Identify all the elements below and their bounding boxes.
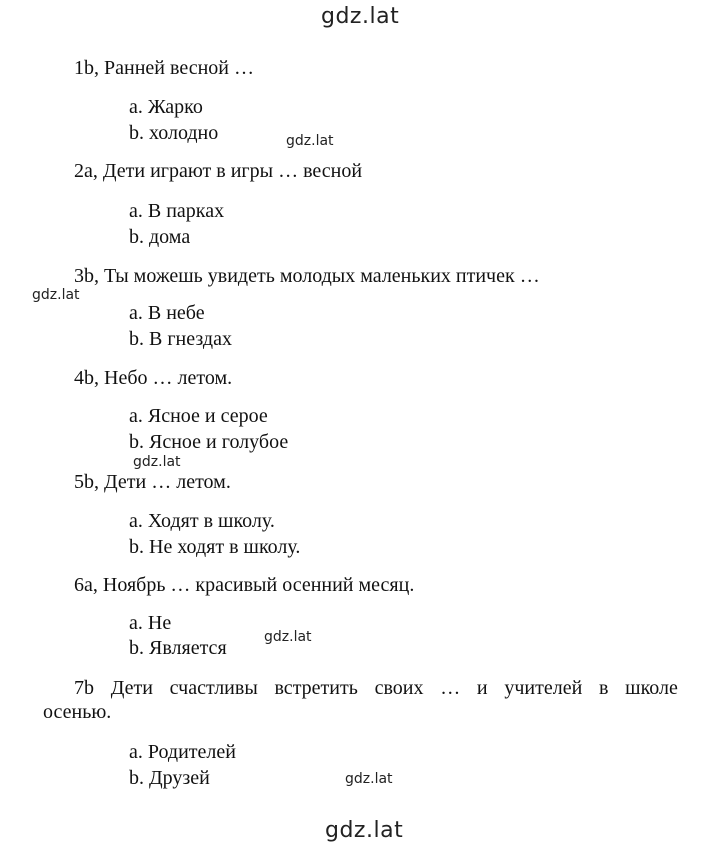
option-b: b. Является: [129, 637, 227, 659]
option-b: b. Друзей: [129, 767, 210, 789]
word: в: [599, 677, 609, 699]
word: встретить: [274, 677, 358, 699]
option-b: b. холодно: [129, 122, 219, 144]
question-6: 6a, Ноябрь … красивый осенний месяц.: [74, 574, 415, 596]
watermark: gdz.lat: [345, 771, 393, 787]
word: Дети: [110, 677, 153, 699]
option-a: a. Ясное и серое: [129, 405, 268, 427]
option-b: b. В гнездах: [129, 328, 232, 350]
word: учителей: [504, 677, 583, 699]
question-3: 3b, Ты можешь увидеть молодых маленьких птичек …: [74, 265, 540, 287]
option-a: a. В небе: [129, 302, 205, 324]
watermark: gdz.lat: [32, 287, 80, 303]
watermark: gdz.lat: [286, 133, 334, 149]
option-a: a. Жарко: [129, 96, 203, 118]
option-a: a. Не: [129, 612, 172, 634]
question-7-line-1: [74, 676, 678, 700]
question-5: 5b, Дети … летом.: [74, 471, 231, 493]
question-7: [43, 676, 678, 724]
word: 7b: [74, 677, 94, 699]
watermark: gdz.lat: [133, 454, 181, 470]
watermark-top: gdz.lat: [321, 4, 400, 29]
option-b: b. дома: [129, 226, 191, 248]
option-a: a. Ходят в школу.: [129, 510, 275, 532]
question-1: 1b, Ранней весной …: [74, 57, 254, 79]
option-a: a. В парках: [129, 200, 225, 222]
question-2: 2a, Дети играют в игры … весной: [74, 160, 363, 182]
option-a: a. Родителей: [129, 741, 236, 763]
question-4: 4b, Небо … летом.: [74, 367, 233, 389]
word: и: [476, 677, 488, 699]
word: своих: [374, 677, 424, 699]
watermark-bottom: gdz.lat: [325, 818, 404, 843]
option-b: b. Не ходят в школу.: [129, 536, 301, 558]
watermark: gdz.lat: [264, 629, 312, 645]
word: школе: [625, 677, 678, 699]
option-b: b. Ясное и голубое: [129, 431, 289, 453]
question-7-line-2: осенью.: [43, 701, 112, 723]
word: …: [440, 677, 461, 699]
word: счастливы: [169, 677, 258, 699]
